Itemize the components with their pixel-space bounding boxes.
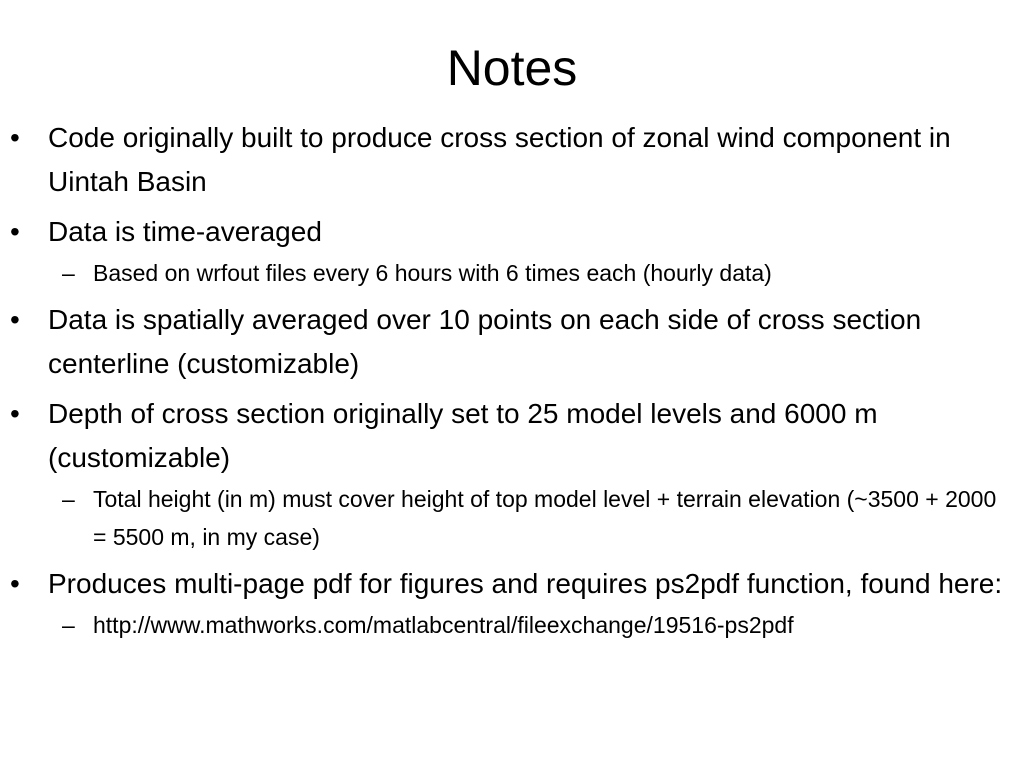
bullet-marker: •	[10, 398, 20, 429]
dash-marker: –	[62, 260, 75, 286]
slide-title: Notes	[446, 40, 578, 96]
bullet-text: Produces multi-page pdf for figures and requires ps2pdf function, found here:	[48, 568, 1003, 599]
sub-bullet-item	[0, 254, 1024, 292]
sub-bullet-item	[0, 606, 1024, 644]
bullet-marker: •	[10, 304, 20, 335]
bullet-marker: •	[10, 568, 20, 599]
dash-marker: –	[62, 612, 75, 638]
bullet-text: Depth of cross section originally set to 25 model levels and 6000 m (customizable)	[48, 398, 878, 473]
sub-bullet-text: Based on wrfout files every 6 hours with 6 times each (hourly data)	[93, 260, 772, 286]
sub-bullet-text: Total height (in m) must cover height of top model level + terrain elevation (~3500 + 2000 = 5500 m, in my case)	[93, 486, 997, 550]
bullet-item	[0, 210, 1024, 254]
bullet-item	[0, 298, 1024, 386]
bullet-text: Code originally built to produce cross section of zonal wind component in Uintah Basin	[48, 122, 951, 197]
bullet-marker: •	[10, 216, 20, 247]
bullet-marker: •	[10, 122, 20, 153]
sub-bullet-item	[0, 480, 1024, 556]
bullet-item	[0, 562, 1024, 606]
sub-bullet-text: http://www.mathworks.com/matlabcentral/fileexchange/19516-ps2pdf	[93, 612, 794, 638]
bullet-text: Data is time-averaged	[48, 216, 322, 247]
slide-body	[0, 110, 1024, 644]
bullet-text: Data is spatially averaged over 10 points on each side of cross section centerline (customizable)	[48, 304, 922, 379]
bullet-item	[0, 116, 1024, 204]
dash-marker: –	[62, 486, 75, 512]
bullet-item	[0, 392, 1024, 480]
